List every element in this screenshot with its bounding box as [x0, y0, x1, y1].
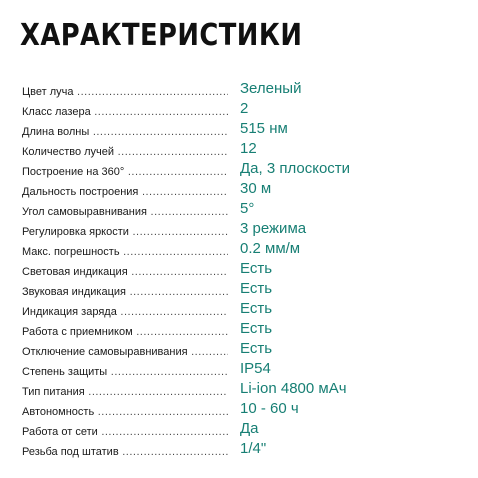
spec-label: Степень защиты ..... [22, 366, 228, 378]
spec-label: Количество лучей ..... [22, 146, 228, 158]
spec-value: Есть [240, 320, 273, 337]
spec-row [22, 220, 462, 240]
spec-row [22, 380, 462, 400]
spec-value: 10 - 60 ч [240, 400, 299, 417]
spec-row [22, 400, 462, 420]
spec-row [22, 180, 462, 200]
spec-label: Звуковая индикация ..... [22, 286, 228, 298]
spec-value: 0.2 мм/м [240, 240, 301, 257]
spec-label: Тип питания ..... [22, 386, 228, 398]
spec-label: Автономность ..... [22, 406, 228, 418]
spec-value: Зеленый [240, 80, 302, 97]
spec-value: Есть [240, 340, 273, 357]
spec-label: Класс лазера ..... [22, 106, 228, 118]
spec-label: Резьба под штатив ..... [22, 446, 228, 458]
spec-value: Есть [240, 300, 273, 317]
spec-row [22, 200, 462, 220]
spec-row [22, 300, 462, 320]
specs-list [22, 80, 462, 460]
spec-row [22, 280, 462, 300]
spec-row [22, 320, 462, 340]
spec-label: Цвет луча ..... [22, 86, 228, 98]
spec-row [22, 420, 462, 440]
spec-value: 1/4" [240, 440, 267, 457]
spec-row [22, 80, 462, 100]
spec-row [22, 120, 462, 140]
spec-label: Дальность построения ..... [22, 186, 228, 198]
spec-value: 3 режима [240, 220, 307, 237]
spec-label: Регулировка яркости ..... [22, 226, 228, 238]
spec-label: Индикация заряда ..... [22, 306, 228, 318]
spec-row [22, 340, 462, 360]
spec-label: Длина волны ..... [22, 126, 228, 138]
spec-row [22, 260, 462, 280]
spec-row [22, 100, 462, 120]
page-title: ХАРАКТЕРИСТИКИ [20, 18, 303, 53]
spec-value: 5° [240, 200, 255, 217]
spec-value: 515 нм [240, 120, 288, 137]
spec-value: 30 м [240, 180, 272, 197]
spec-row [22, 440, 462, 460]
spec-label: Угол самовыравнивания ..... [22, 206, 228, 218]
spec-value: Да, 3 плоскости [240, 160, 351, 177]
spec-row [22, 240, 462, 260]
spec-label: Световая индикация ..... [22, 266, 228, 278]
spec-label: Работа с приемником ..... [22, 326, 228, 338]
spec-value: 2 [240, 100, 249, 117]
spec-value: Есть [240, 280, 273, 297]
spec-value: IP54 [240, 360, 271, 377]
spec-label: Построение на 360° ..... [22, 166, 228, 178]
spec-row [22, 360, 462, 380]
spec-label: Работа от сети ..... [22, 426, 228, 438]
spec-row [22, 140, 462, 160]
spec-label: Макс. погрешность ..... [22, 246, 228, 258]
spec-label: Отключение самовыравнивания ..... [22, 346, 228, 358]
spec-value: 12 [240, 140, 257, 157]
spec-row [22, 160, 462, 180]
spec-value: Да [240, 420, 259, 437]
spec-value: Li-ion 4800 мАч [240, 380, 347, 397]
spec-value: Есть [240, 260, 273, 277]
